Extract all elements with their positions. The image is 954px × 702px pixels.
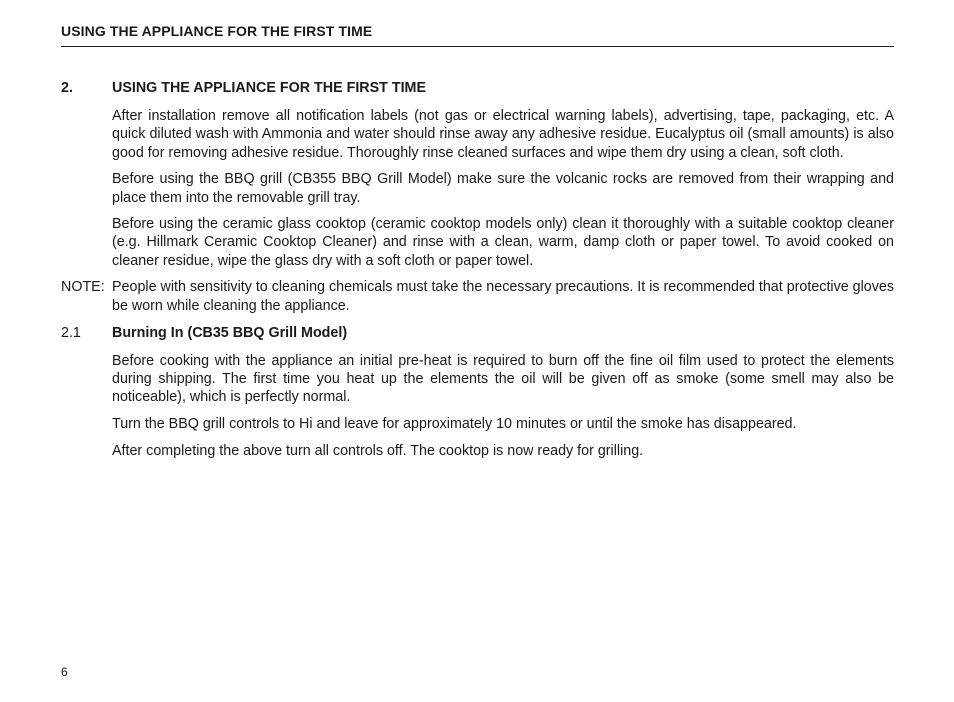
paragraph-bbq-grill: Before using the BBQ grill (CB355 BBQ Grill Model) make sure the volcanic rocks are removed from their wrapping and place them into the removable grill tray. (112, 171, 894, 206)
document-body (61, 79, 894, 468)
subsection-title: Burning In (CB35 BBQ Grill Model) (112, 324, 348, 341)
paragraph-installation: After installation remove all notification labels (not gas or electrical warning labels), advertising, tape, packaging, etc. A quick diluted wash with Ammonia and water should rinse away any adhesive residue. Eucalyptus oil (small amounts) is also good for removing adhesive residue. Thoroughly rinse cleaned surfaces and wipe them dry using a clean, soft cloth. (112, 108, 894, 161)
running-header-title: USING THE APPLIANCE FOR THE FIRST TIME (61, 23, 373, 39)
page-header (61, 22, 894, 47)
subsection-heading (61, 324, 894, 342)
note-text: People with sensitivity to cleaning chemicals must take the necessary precautions. It is recommended that protective gloves be worn while cleaning the appliance. (112, 279, 894, 314)
section-heading (61, 79, 894, 97)
section-number: 2. (61, 80, 73, 96)
paragraph-preheat: Before cooking with the appliance an initial pre-heat is required to burn off the fine oil film used to protect the elements during shipping. The first time you heat up the elements the oil will be given off as smoke (some smell may also be noticeable), which is perfectly normal. (112, 352, 894, 406)
subsection-number: 2.1 (61, 324, 81, 341)
paragraph-controls-off: After completing the above turn all controls off. The cooktop is now ready for grilling. (112, 442, 644, 459)
note-block (61, 278, 894, 314)
section-title: USING THE APPLIANCE FOR THE FIRST TIME (112, 80, 427, 96)
paragraph-ceramic-cooktop: Before using the ceramic glass cooktop (ceramic cooktop models only) clean it thoroughly with a suitable cooktop cleaner (e.g. Hillmark Ceramic Cooktop Cleaner) and rinse with a clean, warm, damp cloth or paper towel. To avoid cooked on cleaner residue, wipe the glass dry with a soft cloth or paper towel. (112, 216, 894, 269)
note-label: NOTE: (61, 279, 105, 296)
page-number: 6 (61, 665, 68, 679)
paragraph-controls-hi: Turn the BBQ grill controls to Hi and leave for approximately 10 minutes or until the smoke has disappeared. (112, 416, 797, 433)
